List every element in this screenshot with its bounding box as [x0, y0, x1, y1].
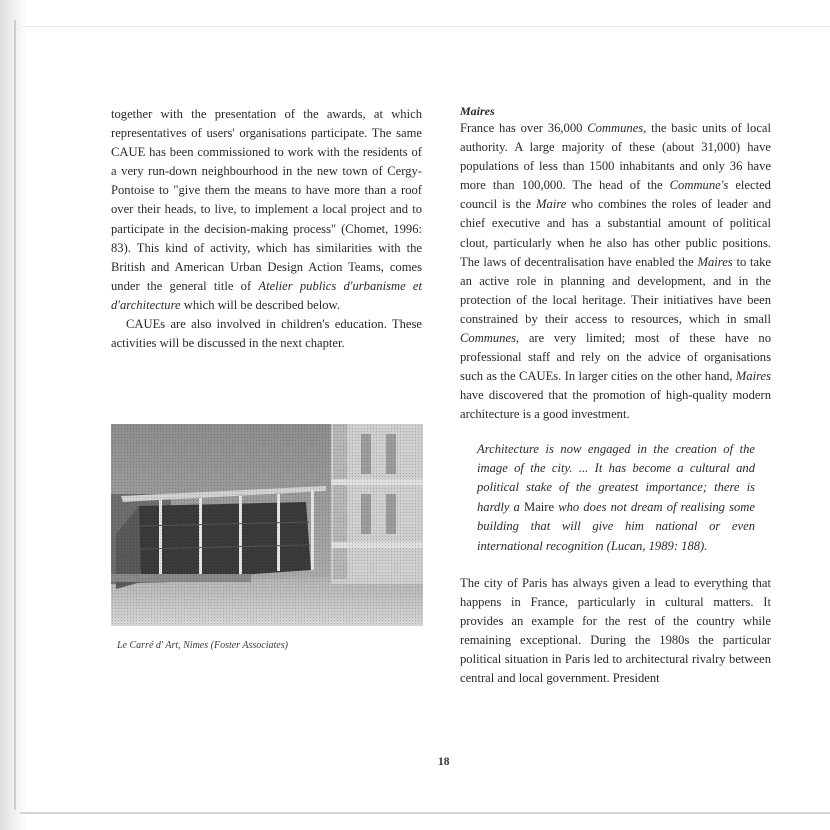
quote-part-b: who does not dream of realising some building that will give him national or even international recognition (Lucan, 1989: 188).	[477, 499, 755, 553]
left-paragraph-2: CAUEs are also involved in children's education. These activities will be discussed in the next chapter.	[111, 317, 422, 351]
left-paragraph-1-end: which will be described below.	[180, 297, 340, 312]
italic-maires-2: Maires	[735, 369, 771, 384]
left-paragraph-1-text: together with the presentation of the awards, at which representatives of users' organisations participate. The same CAUE has been commissioned to work with the residents of a very run-down neighbourhood in the new town of Cergy-Pontoise to "give them the means to have more than a roof over their heads, to live, to implement a local project and to participate in the decision-making process" (Chomet, 1996: 83). This kind of activity, which has similarities with the British and American Urban Design Action Teams, comes under the general title of	[111, 107, 422, 293]
quote-part-a: Architecture is now engaged in the creation of the image of the city. ... It has become a cultural and political stake of the greatest importance; there is hardly a	[477, 441, 755, 514]
italic-communes-3: Communes	[460, 331, 516, 346]
p1-part-g: have discovered that the promotion of high-quality modern architecture is a good investment.	[460, 388, 771, 422]
p1-part-f: , are very limited; most of these have no professional staff and rely on the advice of organisations such as the CAUEs. In larger cities on the other hand,	[460, 331, 771, 384]
quote-maire: Maire	[524, 499, 555, 514]
p1-part-b: , the basic units of local authority. A large majority of these (about 31,000) have populations of less than 1500 inhabitants and only 36 have more than 100,000. The head of the	[460, 121, 771, 193]
p1-part-a: France has over 36,000	[460, 121, 588, 135]
photo-caption: Le Carré d' Art, Nimes (Foster Associates)	[117, 640, 288, 651]
right-paragraph-1	[460, 119, 771, 425]
italic-communes-1: Communes	[587, 121, 644, 135]
p1-part-c: elected council is the	[460, 178, 771, 212]
page-edge-top	[20, 26, 830, 27]
italic-communes-2: Commune's	[669, 178, 729, 193]
right-column	[460, 103, 771, 689]
page-gutter-shadow	[0, 0, 26, 830]
p1-part-e: to take an active role in planning and development, and in the protection of the local heritage. Their initiatives have been constrained by their access to resources, which in small	[460, 254, 771, 326]
page-edge-bottom	[20, 812, 830, 814]
section-heading-maires: Maires	[460, 104, 495, 118]
left-paragraph-1	[111, 105, 422, 315]
block-quote	[477, 440, 755, 556]
building-photo	[111, 424, 423, 626]
p1-part-d: who combines the roles of leader and chief executive and has a substantial amount of political clout, particularly when he also has other public positions. The laws of decentralisation have enabled the	[460, 197, 771, 269]
carre-dart-photo-illustration	[111, 424, 423, 626]
italic-maires-1: Maires	[697, 254, 733, 269]
italic-maire: Maire	[536, 197, 567, 212]
atelier-title-italic: Atelier publics d'urbanisme et d'architecture	[111, 278, 422, 312]
right-paragraph-2: The city of Paris has always given a lead to everything that happens in France, particularly in cultural matters. It provides an example for the rest of the country while remaining exceptional. During the 1980s the particular political situation in Paris led to architectural rivalry between central and local government. President	[460, 575, 771, 686]
page-number: 18	[438, 756, 450, 768]
page-edge-left	[14, 20, 16, 810]
left-column	[111, 105, 422, 353]
